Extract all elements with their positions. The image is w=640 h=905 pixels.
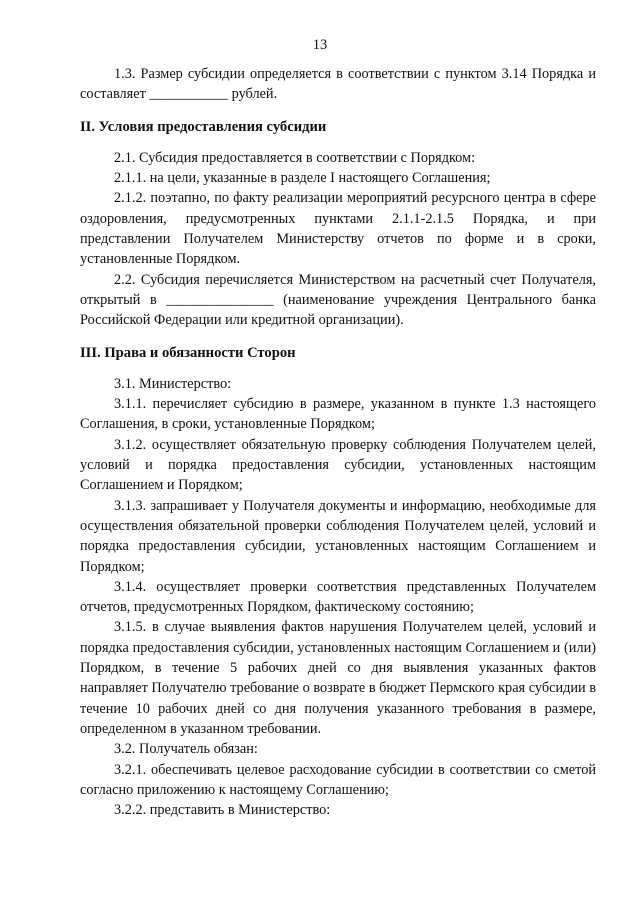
paragraph-3-1-2: 3.1.2. осуществляет обязательную проверку соблюдения Получателем целей, условий и порядка предоставления субсидии, установленных настоящим Соглашением и Порядком; bbox=[80, 436, 596, 494]
page-number: 13 bbox=[312, 37, 328, 53]
paragraph-3-1-4: 3.1.4. осуществляет проверки соответствия представленных Получателем отчетов, предусмотренных Порядком, фактическому состоянию; bbox=[80, 578, 596, 616]
paragraph-2-2: 2.2. Субсидия перечисляется Министерством на расчетный счет Получателя, открытый в _______________ (наименование учреждения Центрального банка Российской Федерации или кредитной организации). bbox=[80, 271, 596, 329]
document-body bbox=[80, 64, 596, 820]
paragraph-3-2-2: 3.2.2. представить в Министерство: bbox=[114, 802, 331, 819]
paragraph-2-1-2: 2.1.2. поэтапно, по факту реализации мероприятий ресурсного центра в сфере оздоровления, предусмотренных пунктами 2.1.1-2.1.5 Порядка, и при представлении Получателем Министерству отчетов по форме и в сроки, установленные Порядком. bbox=[80, 190, 596, 268]
paragraph-2-1: 2.1. Субсидия предоставляется в соответствии с Порядком: bbox=[114, 149, 476, 166]
paragraph-3-1-5: 3.1.5. в случае выявления фактов нарушения Получателем целей, условий и порядка предоставления субсидии, установленных настоящим Соглашением и (или) Порядком, в течение 5 рабочих дней со дня выявления указанных фактов направляет Получателю требование о возврате в бюджет Пермского края субсидии в течение 10 рабочих дней со дня получения указанного требования в размере, определенном в указанном требовании. bbox=[80, 619, 596, 737]
paragraph-3-1: 3.1. Министерство: bbox=[114, 375, 232, 392]
paragraph-3-1-3: 3.1.3. запрашивает у Получателя документы и информацию, необходимые для осуществления обязательной проверки соблюдения Получателем целей, условий и порядка предоставления субсидии, установленных настоящим Соглашением и Порядком; bbox=[80, 497, 596, 575]
paragraph-3-1-1: 3.1.1. перечисляет субсидию в размере, указанном в пункте 1.3 настоящего Соглашения, в сроки, установленные Порядком; bbox=[80, 396, 596, 433]
paragraph-3-2: 3.2. Получатель обязан: bbox=[114, 741, 258, 758]
paragraph-2-1-1: 2.1.1. на цели, указанные в разделе I настоящего Соглашения; bbox=[114, 170, 491, 187]
paragraph-1-3: 1.3. Размер субсидии определяется в соответствии с пунктом 3.14 Порядка и составляет ___________ рублей. bbox=[80, 66, 596, 103]
section-heading-rights: III. Права и обязанности Сторон bbox=[80, 344, 296, 361]
paragraph-3-2-1: 3.2.1. обеспечивать целевое расходование субсидии в соответствии со сметой согласно приложению к настоящему Соглашению; bbox=[80, 761, 596, 798]
section-heading-conditions: II. Условия предоставления субсидии bbox=[80, 118, 327, 135]
